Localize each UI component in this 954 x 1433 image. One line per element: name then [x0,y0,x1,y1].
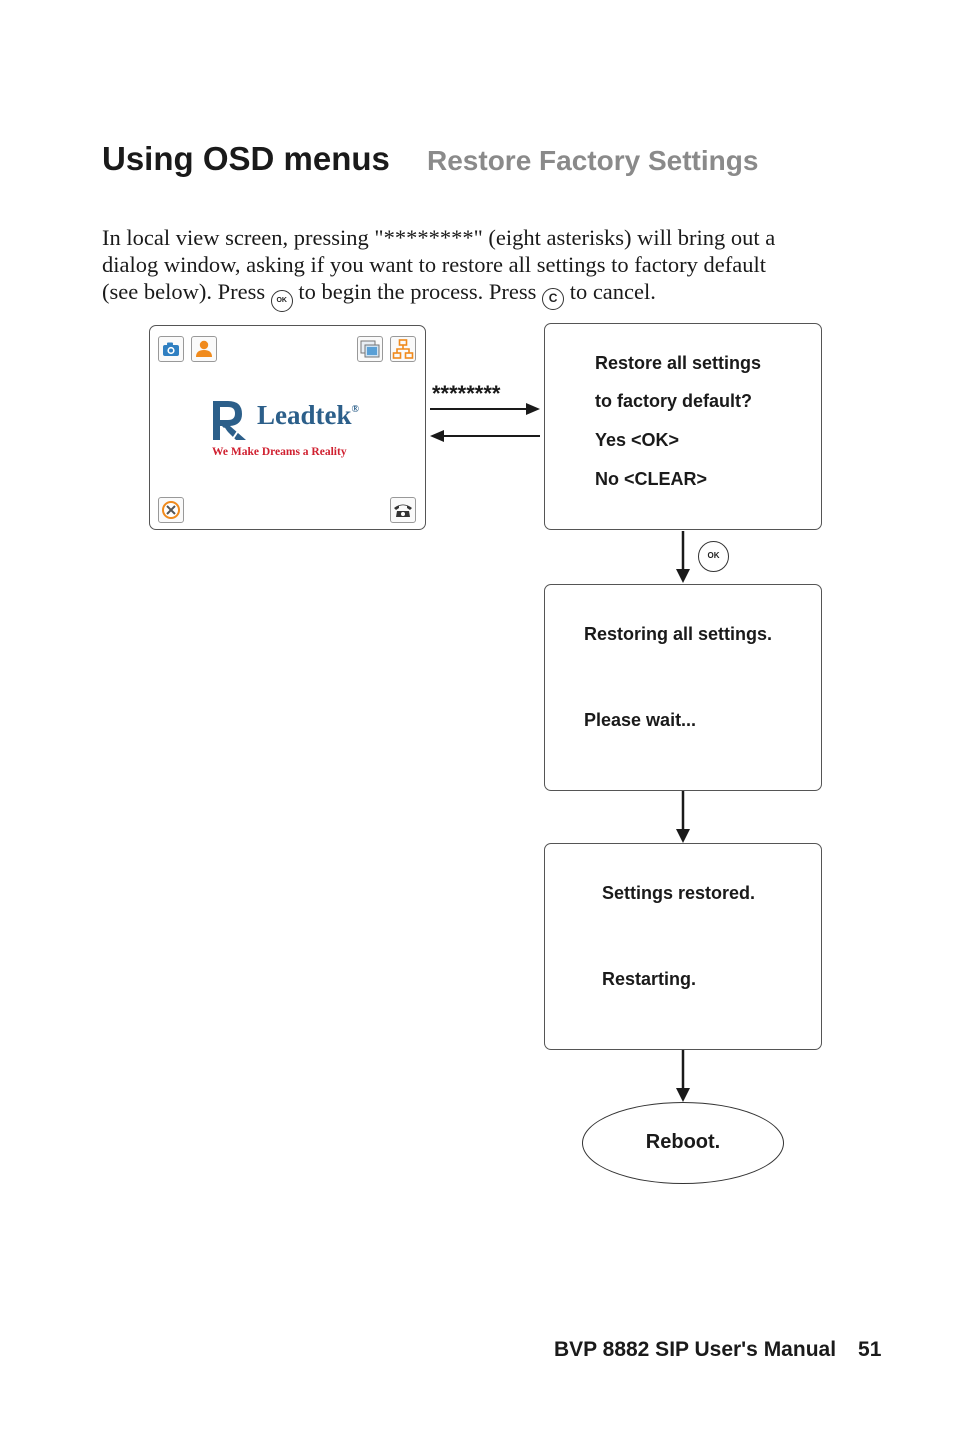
page-number: 51 [858,1338,882,1361]
asterisks-label: ******** [432,381,501,406]
dialog-line-1: Restore all settings [595,353,762,373]
local-view-screen [149,325,426,530]
restoring-line-2: Please wait... [584,710,697,730]
intro-line-3b: to begin the process. Press [298,279,537,304]
intro-line-3 [102,278,842,312]
clear-button-icon: C [542,288,564,310]
section-title: Restore Factory Settings [427,145,759,176]
dialog-line-2: to factory default? [595,391,753,411]
camera-icon [158,336,184,362]
network-icon [390,336,416,362]
logo-name: Leadtek [257,400,352,430]
page-footer [554,1338,881,1362]
person-icon [191,336,217,362]
windows-icon [357,336,383,362]
leadtek-logo-mark [210,398,252,442]
reboot-label: Reboot. [645,1131,721,1153]
restored-line-1: Settings restored. [602,883,756,903]
dialog-yes-option: Yes <OK> [595,430,680,450]
logo-registered-mark: ® [351,404,359,415]
intro-line-1: In local view screen, pressing "********" (eight asterisks) will bring out a [102,225,776,250]
manual-title: BVP 8882 SIP User's Manual [554,1338,837,1361]
restored-box [544,843,822,1050]
page-title: Using OSD menus [102,140,390,177]
dialog-no-option: No <CLEAR> [595,469,708,489]
screen-dialog-arrows [428,398,544,446]
leadtek-logo [210,398,370,468]
logo-wordmark [257,400,359,431]
flow-arrow-2 [672,791,696,845]
restored-line-2: Restarting. [602,969,697,989]
intro-line-3a: (see below). Press [102,279,266,304]
cancel-icon [158,497,184,523]
flow-arrow-1 [672,531,696,585]
intro-line-3c: to cancel. [569,279,656,304]
intro-line-2: dialog window, asking if you want to restore all settings to factory default [102,252,767,277]
restoring-box [544,584,822,791]
intro-paragraph [102,224,842,312]
logo-tagline: We Make Dreams a Reality [212,446,347,458]
ok-button-icon-flow: OK [698,541,729,572]
restoring-line-1: Restoring all settings. [584,624,773,644]
ok-button-icon: OK [271,290,293,312]
phone-icon [390,497,416,523]
flow-arrow-3 [672,1050,696,1104]
